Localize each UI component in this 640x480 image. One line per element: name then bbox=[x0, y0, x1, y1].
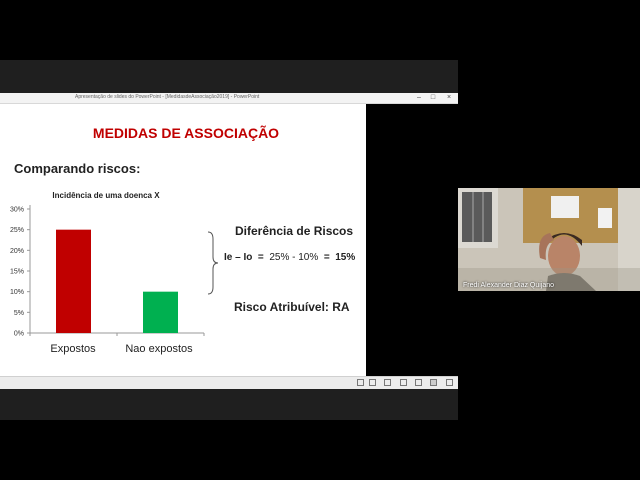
y-tick-label: 0% bbox=[13, 330, 24, 338]
status-bar bbox=[0, 376, 458, 389]
bar-chart bbox=[0, 199, 212, 339]
participant-name: Fredi Alexander Diaz Quijano bbox=[463, 282, 555, 289]
formula-lhs: Ie – Io bbox=[224, 252, 253, 263]
x-category-label: Expostos bbox=[50, 343, 96, 355]
editor-empty-area bbox=[366, 104, 458, 376]
presenter-icon[interactable] bbox=[430, 379, 437, 386]
fit-icon[interactable] bbox=[446, 379, 453, 386]
slideshow-icon[interactable] bbox=[415, 379, 422, 386]
participant-video bbox=[458, 188, 640, 291]
close-button[interactable]: × bbox=[446, 94, 452, 101]
chart-title: Incidência de uma doenca X bbox=[52, 191, 160, 200]
powerpoint-window bbox=[0, 93, 458, 388]
risk-difference-formula bbox=[224, 252, 355, 263]
comments-icon[interactable] bbox=[357, 379, 364, 386]
x-category-label: Nao expostos bbox=[125, 343, 193, 355]
webcam-video-tile[interactable] bbox=[458, 188, 640, 291]
y-tick-label: 30% bbox=[9, 206, 24, 214]
slide-subtitle: Comparando riscos: bbox=[14, 161, 141, 176]
minimize-button[interactable]: – bbox=[417, 94, 421, 101]
title-bar bbox=[0, 93, 458, 104]
bar-0 bbox=[56, 230, 91, 333]
y-tick-label: 15% bbox=[9, 268, 24, 276]
bar-1 bbox=[143, 292, 178, 333]
normal-view-icon[interactable] bbox=[369, 379, 376, 386]
slide-canvas[interactable] bbox=[0, 104, 366, 376]
formula-equals: = bbox=[257, 252, 264, 263]
formula-equals: = bbox=[323, 252, 330, 263]
y-tick-label: 5% bbox=[13, 309, 24, 317]
reading-view-icon[interactable] bbox=[400, 379, 407, 386]
slide-title: MEDIDAS DE ASSOCIAÇÃO bbox=[92, 125, 280, 141]
window-title: Apresentação de slides do PowerPoint - [MedidasdeAssociação2019] - PowerPoint bbox=[75, 94, 260, 100]
maximize-button[interactable]: □ bbox=[430, 94, 436, 101]
attributable-risk-label: Risco Atribuível: RA bbox=[234, 300, 350, 314]
slide-sorter-icon[interactable] bbox=[384, 379, 391, 386]
formula-result: 15% bbox=[335, 252, 356, 263]
y-tick-label: 10% bbox=[9, 289, 24, 297]
risk-difference-heading: Diferência de Riscos bbox=[235, 224, 354, 238]
y-tick-label: 25% bbox=[9, 227, 24, 235]
curly-brace-icon bbox=[204, 231, 220, 295]
y-tick-label: 20% bbox=[9, 247, 24, 255]
formula-expression: 25% - 10% bbox=[269, 252, 319, 263]
